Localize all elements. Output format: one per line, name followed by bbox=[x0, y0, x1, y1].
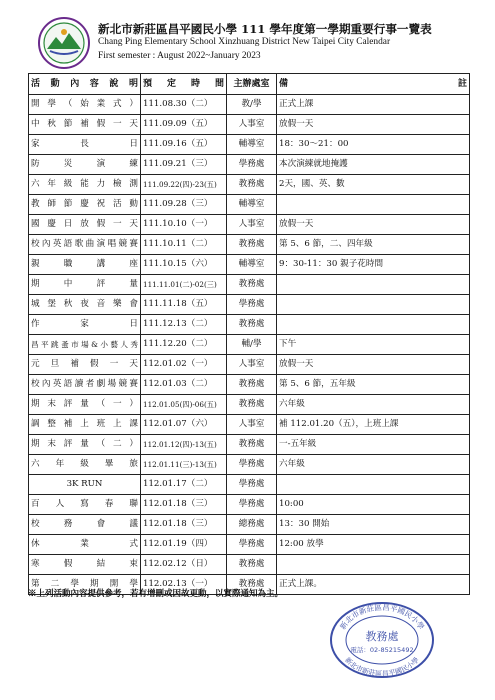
table-row: 百人寫春聯 112.01.18（三） 學務處 10:00 bbox=[29, 495, 470, 515]
table-row: 休業式 112.01.19（四） 學務處 12:00 放學 bbox=[29, 535, 470, 555]
svg-text:電話：02-85215492: 電話：02-85215492 bbox=[350, 646, 414, 654]
table-row: 期末評量（一） 112.01.05(四)-06(五) 教務處 六年級 bbox=[29, 395, 470, 415]
table-row: 昌平跳蚤市場&小藝人秀 111.12.20（二） 輔/學 下午 bbox=[29, 335, 470, 355]
table-row: 城堡秋夜音樂會 111.11.18（五） 學務處 bbox=[29, 295, 470, 315]
table-row: 防災演練 111.09.21（三） 學務處 本次演練就地掩護 bbox=[29, 155, 470, 175]
header-date: 預 定 時 間 bbox=[141, 74, 227, 95]
document-title: 新北市新莊區昌平國民小學 111 學年度第一學期重要行事一覽表 bbox=[98, 22, 432, 36]
header-dept: 主辦處室 bbox=[227, 74, 277, 95]
header-activity: 活動內容說明 bbox=[29, 74, 141, 95]
table-row: 校內英語讀者劇場競賽 112.01.03（二） 教務處 第 5、6 節，五年級 bbox=[29, 375, 470, 395]
table-row: 寒假結束 112.02.12（日） 教務處 bbox=[29, 555, 470, 575]
table-row: 期中評量 111.11.01(二)-02(三) 教務處 bbox=[29, 275, 470, 295]
header-note: 備 註 bbox=[277, 74, 470, 95]
svg-text:新北市新莊區昌平國民小學: 新北市新莊區昌平國民小學 bbox=[343, 655, 421, 679]
calendar-table bbox=[28, 73, 470, 595]
table-row: 六年級能力檢測 111.09.22(四)-23(五) 教務處 2天，國、英、數 bbox=[29, 175, 470, 195]
document-subtitle: Chang Ping Elementary School Xinzhuang District New Taipei City Calendar bbox=[98, 37, 391, 47]
office-seal-stamp bbox=[328, 600, 436, 680]
table-row: 開學（始業式） 111.08.30（二） 教/學 正式上課 bbox=[29, 95, 470, 115]
table-row: 中秋節補假一天 111.09.09（五） 人事室 放假一天 bbox=[29, 115, 470, 135]
table-row: 家長日 111.09.16（五） 輔導室 18：30～21：00 bbox=[29, 135, 470, 155]
table-row: 元旦補假一天 112.01.02（一） 人事室 放假一天 bbox=[29, 355, 470, 375]
table-row: 3K RUN 112.01.17（二） 學務處 bbox=[29, 475, 470, 495]
semester-line: First semester : August 2022~January 2023 bbox=[98, 51, 261, 61]
footnote: ※上列活動內容提供參考，若有增刪或因故更動，以實際通知為主。 bbox=[28, 589, 284, 599]
svg-text:教務處: 教務處 bbox=[365, 630, 399, 643]
table-row: 國慶日放假一天 111.10.10（一） 人事室 放假一天 bbox=[29, 215, 470, 235]
table-row: 教師節慶祝活動 111.09.28（三） 輔導室 bbox=[29, 195, 470, 215]
table-row: 六年級畢旅 112.01.11(三)-13(五) 學務處 六年級 bbox=[29, 455, 470, 475]
table-row: 第二學期開學 112.02.13（一） 教務處 正式上課。 bbox=[29, 575, 470, 595]
svg-text:新北市新莊區昌平國民小學: 新北市新莊區昌平國民小學 bbox=[338, 602, 426, 632]
table-row: 親職講座 111.10.15（六） 輔導室 9：30-11：30 親子花時間 bbox=[29, 255, 470, 275]
table-row: 作家日 111.12.13（二） 教務處 bbox=[29, 315, 470, 335]
table-row: 校務會議 112.01.18（三） 總務處 13：30 開始 bbox=[29, 515, 470, 535]
school-logo bbox=[38, 17, 90, 69]
table-header-row bbox=[29, 74, 470, 95]
table-row: 期末評量（二） 112.01.12(四)-13(五) 教務處 一-五年級 bbox=[29, 435, 470, 455]
table-row: 調整補上班上課 112.01.07（六） 人事室 補 112.01.20（五），上班上課 bbox=[29, 415, 470, 435]
table-row: 校內英語歌曲演唱競賽 111.10.11（二） 教務處 第 5、6 節，二、四年級 bbox=[29, 235, 470, 255]
